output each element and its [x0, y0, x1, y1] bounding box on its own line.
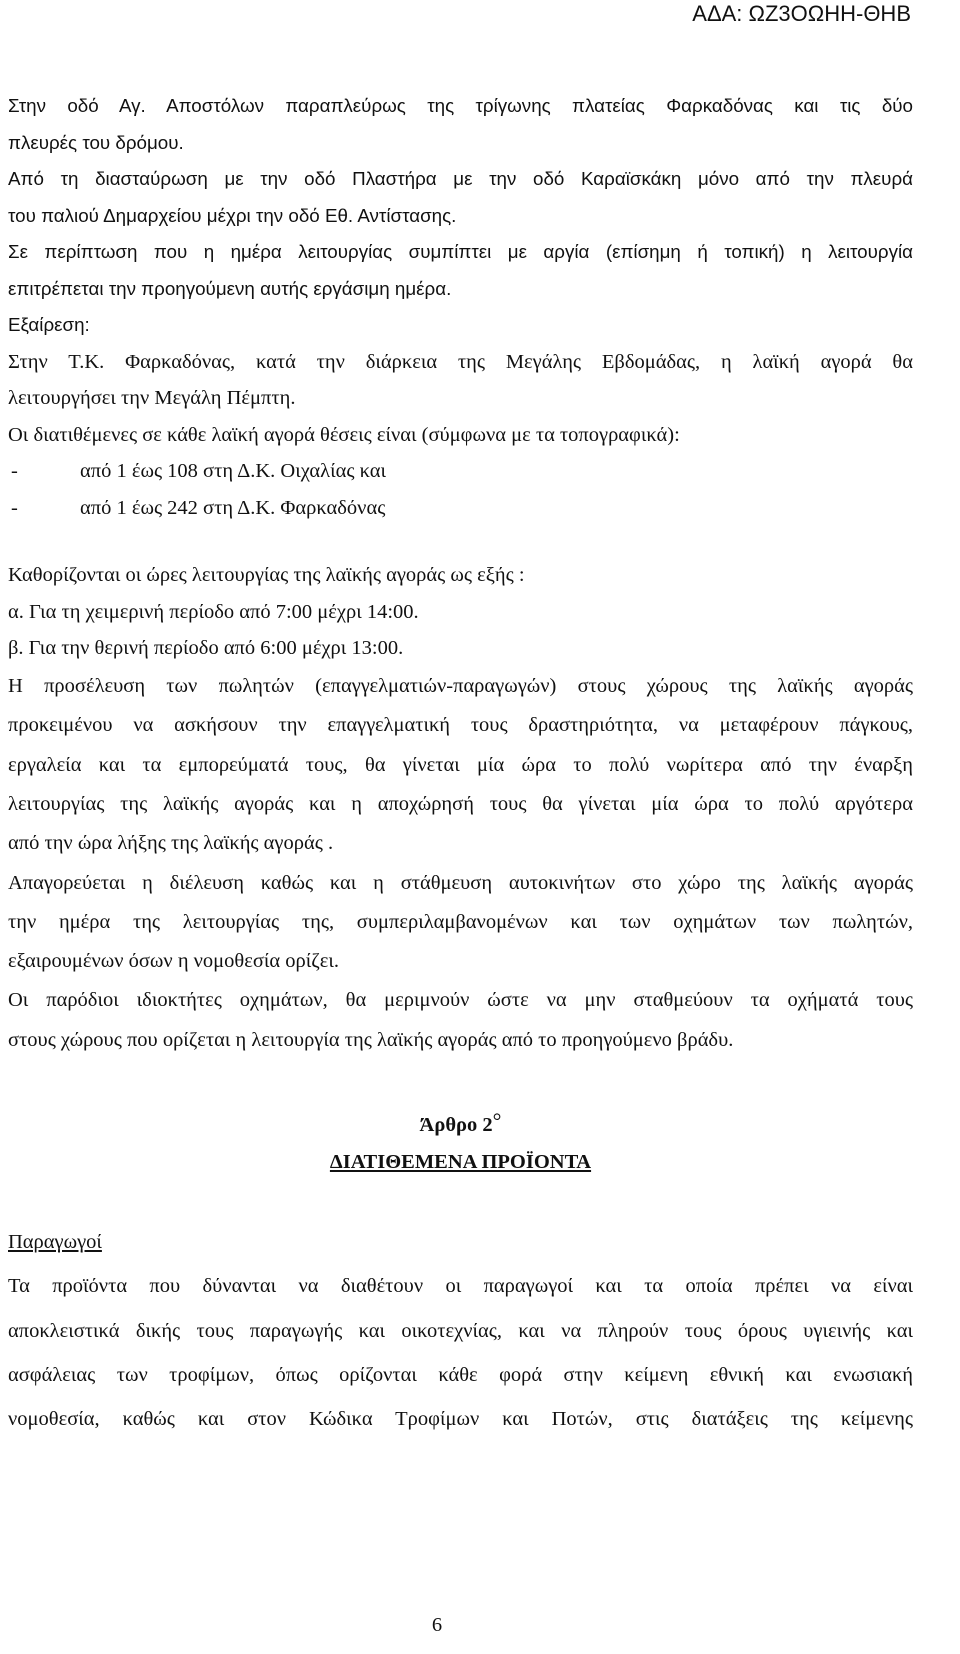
text-line: Στην Τ.Κ. Φαρκαδόνας, κατά την διάρκεια της Μεγάλης Εβδομάδας, η λαϊκή αγορά θα [8, 350, 913, 373]
text-line: Οι διατιθέμενες σε κάθε λαϊκή αγορά θέσεις είναι (σύμφωνα με τα τοπογραφικά): [8, 423, 680, 446]
list-item [8, 453, 913, 490]
text-line: νομοθεσία, καθώς και στον Κώδικα Τροφίμων και Ποτών, στις διατάξεις της κείμενης [8, 1408, 913, 1431]
positions-list [8, 453, 913, 526]
operating-hours [8, 557, 913, 667]
text-line: επιτρέπεται την προηγούμενη αυτής εργάσιμη ημέρα. [8, 277, 452, 299]
article-heading: ΔΙΑΤΙΘΕΜΕΝΑ ΠΡΟΪΟΝΤΑ [329, 1150, 592, 1173]
text-line: Οι παρόδιοι ιδιοκτήτες οχημάτων, θα μεριμνούν ώστε να μην σταθμεύουν τα οχήματά τους [8, 989, 913, 1012]
text-line: προκειμένου να ασκήσουν την επαγγελματική τους δραστηριότητα, να μεταφέρουν πάγκους, [8, 714, 913, 737]
text-line: πλευρές του δρόμου. [8, 131, 184, 153]
document-body [8, 88, 913, 1442]
text-line: λειτουργίας της λαϊκής αγοράς και η αποχώρησή τους θα γίνεται μία ώρα το πολύ αργότερα [8, 792, 913, 815]
text-line: την ημέρα της λειτουργίας της, συμπεριλαμβανομένων και των οχημάτων των πωλητών, [8, 910, 913, 933]
text-line: Σε περίπτωση που η ημέρα λειτουργίας συμπίπτει με αργία (επίσημη ή τοπική) η λειτουργία [8, 241, 913, 262]
text-line: του παλιού Δημαρχείου μέχρι την οδό Εθ. Αντίστασης. [8, 204, 457, 226]
list-item-text: από 1 έως 242 στη Δ.Κ. Φαρκαδόνας [80, 496, 386, 519]
text-line: λειτουργήσει την Μεγάλη Πέμπτη. [8, 387, 296, 409]
text-line: Η προσέλευση των πωλητών (επαγγελματιών-παραγωγών) στους χώρους της λαϊκής αγοράς [8, 675, 913, 698]
text-line: Εξαίρεση: [8, 314, 90, 335]
text-line: εργαλεία και τα εμπορεύματά τους, θα γίνεται μία ώρα το πολύ νωρίτερα από την έναρξη [8, 753, 913, 776]
list-item [8, 490, 913, 527]
paragraph-exception [8, 344, 913, 454]
text-line: Απαγορεύεται η διέλευση καθώς και η στάθμευση αυτοκινήτων στο χώρο της λαϊκής αγοράς [8, 871, 913, 894]
list-dash: - [11, 496, 18, 519]
text-line: Στην οδό Αγ. Αποστόλων παραπλεύρως της τρίγωνης πλατείας Φαρκαδόνας και τις δύο [8, 95, 913, 116]
text-line: Από τη διασταύρωση με την οδό Πλαστήρα με την οδό Καραϊσκάκη μόνο από την πλευρά [8, 168, 913, 189]
text-line: Καθορίζονται οι ώρες λειτουργίας της λαϊκής αγοράς ως εξής : [8, 564, 525, 586]
text-line: ασφάλειας των τροφίμων, όπως ορίζονται κάθε φορά στην κείμενη εθνική και ενωσιακή [8, 1363, 913, 1386]
text-line: α. Για τη χειμερινή περίοδο από 7:00 μέχρι 14:00. [8, 600, 419, 623]
paragraph-locations [8, 88, 913, 344]
list-dash: - [11, 460, 18, 482]
paragraph-arrival-rules [8, 667, 913, 1060]
text-line: Τα προϊόντα που δύνανται να διαθέτουν οι παραγωγοί και τα οποία πρέπει να είναι [8, 1275, 913, 1298]
article-title: Άρθρο 2° [419, 1108, 502, 1137]
list-item-text: από 1 έως 108 στη Δ.Κ. Οιχαλίας και [80, 460, 386, 482]
document-code: ΑΔΑ: ΩΖ3ΟΩΗΗ-ΘΗΒ [692, 1, 911, 26]
text-line: β. Για την θερινή περίοδο από 6:00 μέχρι 13:00. [8, 637, 404, 660]
section-producers [8, 1220, 913, 1441]
text-line: στους χώρους που ορίζεται η λειτουργία της λαϊκής αγοράς από το προηγούμενο βράδυ. [8, 1028, 734, 1051]
text-line: εξαιρουμένων όσων η νομοθεσία ορίζει. [8, 950, 340, 973]
text-line: αποκλειστικά δικής τους παραγωγής και οικοτεχνίας, και να πληρούν τους όρους υγιεινής και [8, 1319, 913, 1342]
page-number: 6 [431, 1614, 443, 1636]
section-title: Παραγωγοί [8, 1231, 102, 1254]
text-line: από την ώρα λήξης της λαϊκής αγοράς . [8, 832, 334, 855]
